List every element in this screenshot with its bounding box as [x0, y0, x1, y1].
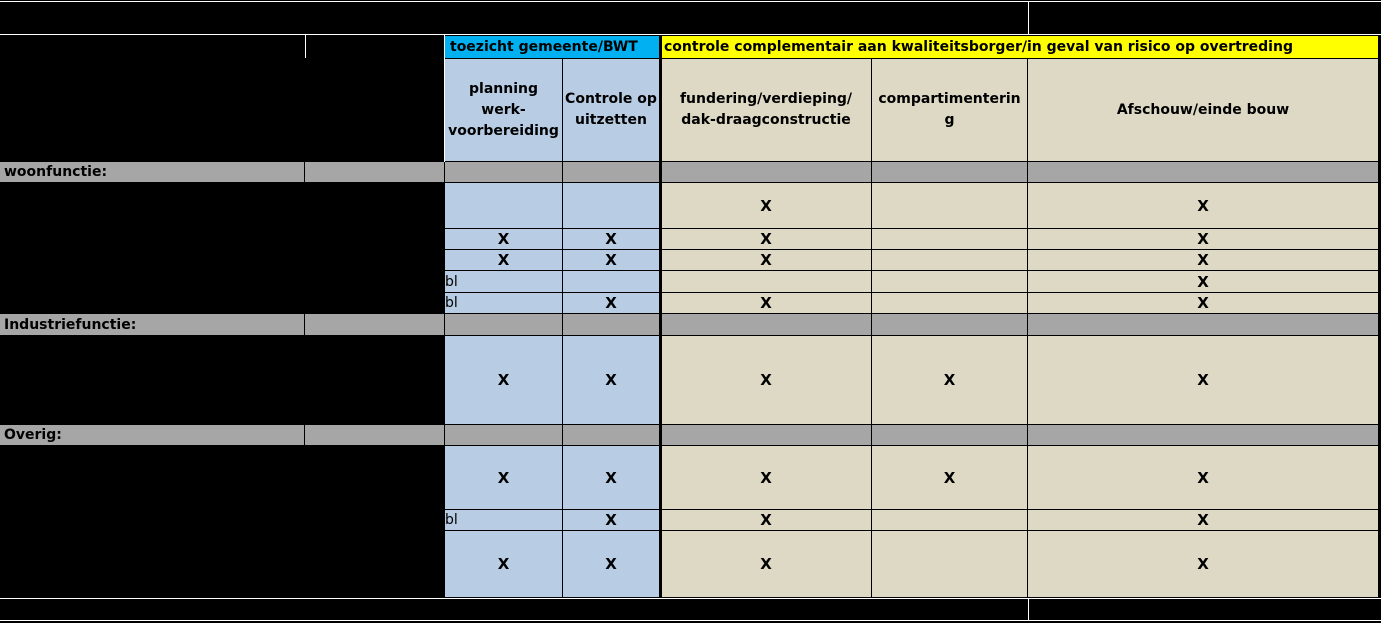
table-cell	[872, 229, 1028, 250]
table-cell-mark: X	[563, 229, 660, 250]
col-header-planning: planning werk-voorbereiding	[445, 59, 563, 162]
top-right-divider	[1028, 1, 1029, 34]
section-industriefunctie-c2	[305, 314, 445, 336]
table-cell	[872, 531, 1028, 598]
table-cell-mark: X	[1028, 510, 1379, 531]
section-industriefunctie-c7	[1028, 314, 1379, 336]
top-border	[0, 1, 1381, 2]
table-cell-mark: X	[872, 336, 1028, 425]
table-cell-fragment: bl	[445, 271, 563, 293]
table-cell-mark: X	[563, 510, 660, 531]
section-industriefunctie: Industriefunctie:	[0, 314, 305, 336]
section-industriefunctie-c6	[872, 314, 1028, 336]
col-header-fundering: fundering/verdieping/ dak-draagconstructie	[661, 59, 872, 162]
table-cell	[872, 510, 1028, 531]
table-cell	[872, 183, 1028, 229]
table-cell-mark: X	[1028, 229, 1379, 250]
section-industriefunctie-c4	[563, 314, 661, 336]
section-woonfunctie-c2	[305, 162, 445, 183]
table-cell-mark: X	[661, 510, 872, 531]
header-divider	[0, 34, 1381, 35]
table-cell-mark: X	[661, 250, 872, 271]
bottom-border	[0, 598, 1381, 599]
table-cell	[563, 271, 660, 293]
section-woonfunctie-c7	[1028, 162, 1379, 183]
bottom-right-divider	[1028, 598, 1029, 620]
section-overig-c3	[445, 425, 563, 446]
section-woonfunctie: woonfunctie:	[0, 162, 305, 183]
col-header-uitzetten: Controle op uitzetten	[563, 59, 660, 162]
table-cell-mark: X	[445, 446, 563, 510]
table-cell	[563, 183, 660, 229]
table-cell-mark: X	[661, 229, 872, 250]
table-cell-mark: X	[1028, 446, 1379, 510]
table-cell-mark: X	[1028, 531, 1379, 598]
table-cell-mark: X	[563, 293, 660, 314]
group-separator	[659, 36, 662, 598]
table-cell-mark: X	[872, 446, 1028, 510]
table-cell-mark: X	[661, 293, 872, 314]
col-header-compartimentering: compartimentering	[872, 59, 1028, 162]
table-cell-mark: X	[661, 336, 872, 425]
table-cell-mark: X	[563, 250, 660, 271]
table-cell-mark: X	[445, 336, 563, 425]
section-overig-c7	[1028, 425, 1379, 446]
section-woonfunctie-c5	[661, 162, 872, 183]
table-cell-mark: X	[661, 183, 872, 229]
table-cell-mark: X	[563, 446, 660, 510]
section-industriefunctie-c5	[661, 314, 872, 336]
left-grid-line	[444, 34, 445, 162]
section-woonfunctie-c4	[563, 162, 661, 183]
table-cell-mark: X	[445, 531, 563, 598]
table-cell-mark: X	[563, 531, 660, 598]
table-cell-fragment: bl	[445, 510, 563, 531]
table-cell	[445, 183, 563, 229]
section-overig-c5	[661, 425, 872, 446]
table-cell-mark: X	[1028, 271, 1379, 293]
section-overig: Overig:	[0, 425, 305, 446]
section-industriefunctie-c3	[445, 314, 563, 336]
table-cell-mark: X	[563, 336, 660, 425]
section-woonfunctie-c6	[872, 162, 1028, 183]
table-cell-mark: X	[661, 531, 872, 598]
table-cell-mark: X	[445, 229, 563, 250]
table-cell-mark: X	[445, 250, 563, 271]
left-divider	[305, 34, 306, 58]
group-header-toezicht: toezicht gemeente/BWT	[445, 36, 660, 58]
table-cell-fragment: bl	[445, 293, 563, 314]
table-cell-mark: X	[1028, 250, 1379, 271]
bottom-line	[0, 620, 1381, 621]
col-header-afschouw: Afschouw/einde bouw	[1028, 59, 1379, 162]
section-overig-c6	[872, 425, 1028, 446]
table-cell-mark: X	[661, 446, 872, 510]
group-header-controle: controle complementair aan kwaliteitsborger/in geval van risico op overtreding	[661, 36, 1379, 58]
table-cell-mark: X	[1028, 293, 1379, 314]
table-cell-mark: X	[1028, 336, 1379, 425]
table-cell	[872, 271, 1028, 293]
section-woonfunctie-c3	[445, 162, 563, 183]
table-cell	[872, 293, 1028, 314]
section-overig-c2	[305, 425, 445, 446]
table-cell-mark: X	[1028, 183, 1379, 229]
section-overig-c4	[563, 425, 661, 446]
table-cell	[661, 271, 872, 293]
table-cell	[872, 250, 1028, 271]
